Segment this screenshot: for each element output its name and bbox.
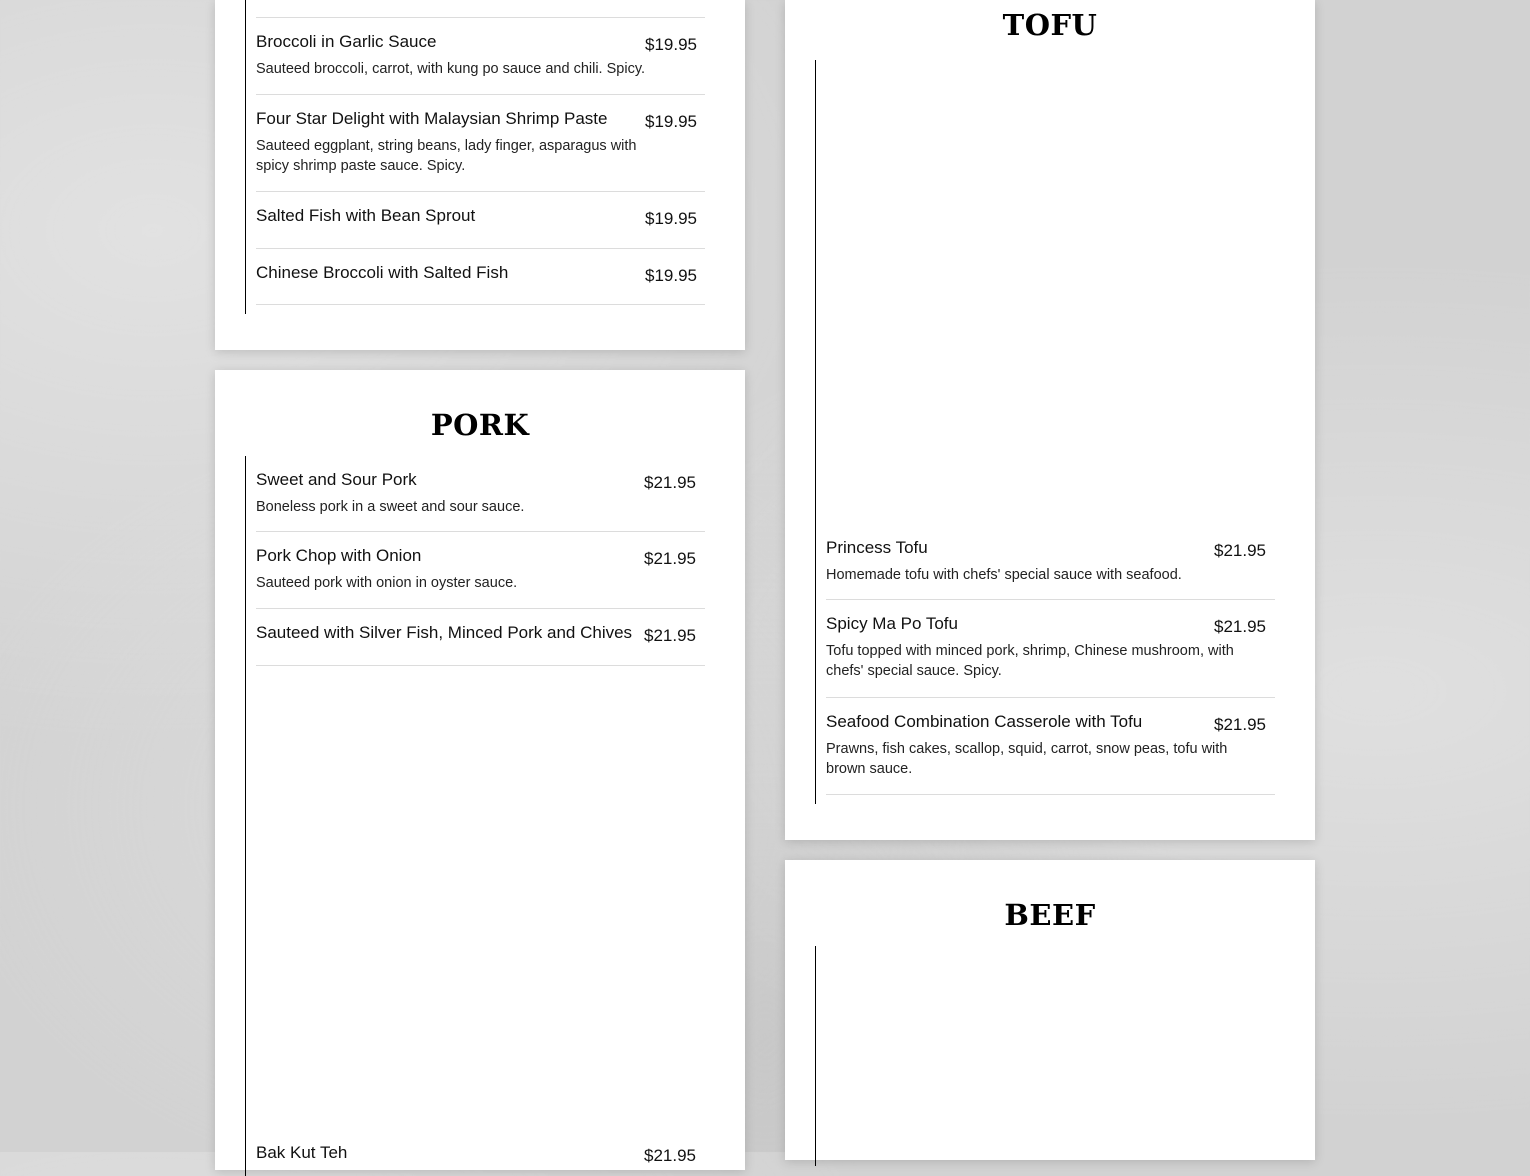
item-divider	[256, 531, 705, 532]
item-name: Broccoli in Garlic Sauce	[256, 32, 437, 51]
item-price: $19.95	[645, 266, 697, 285]
item-name: Spicy Ma Po Tofu	[826, 614, 958, 633]
item-description: Sauteed pork with onion in oyster sauce.	[256, 575, 518, 591]
item-description: Sauteed broccoli, carrot, with kung po sauce and chili. Spicy.	[256, 61, 646, 77]
section-rule	[815, 946, 816, 1166]
pork-card	[215, 370, 745, 1170]
item-price: $21.95	[1214, 715, 1266, 734]
item-divider	[256, 17, 705, 18]
tofu-card	[785, 0, 1315, 840]
item-name: Chinese Broccoli with Salted Fish	[256, 263, 509, 282]
item-description: Prawns, fish cakes, scallop, squid, carrot, snow peas, tofu with brown sauce.	[826, 741, 1228, 777]
section-title: TOFU	[1002, 8, 1098, 42]
item-divider	[826, 599, 1275, 600]
item-divider	[256, 94, 705, 95]
item-name: Sweet and Sour Pork	[256, 470, 417, 489]
item-name: Seafood Combination Casserole with Tofu	[826, 712, 1143, 731]
item-divider	[256, 608, 705, 609]
beef-card	[785, 860, 1315, 1160]
item-description: Tofu topped with minced pork, shrimp, Chinese mushroom, with chefs' special sauce. Spicy.	[826, 643, 1234, 679]
section-rule	[815, 60, 816, 804]
item-price: $21.95	[644, 626, 696, 645]
item-description: Homemade tofu with chefs' special sauce with seafood.	[826, 567, 1182, 583]
item-price: $21.95	[644, 1146, 696, 1165]
item-divider	[256, 665, 705, 666]
section-title: BEEF	[1004, 898, 1096, 932]
item-divider	[256, 304, 705, 305]
section-rule	[245, 0, 246, 314]
item-price: $19.95	[645, 112, 697, 131]
item-name: Sauteed with Silver Fish, Minced Pork and Chives	[256, 623, 633, 642]
item-description: Sauteed eggplant, string beans, lady finger, asparagus with spicy shrimp paste sauce. Spicy.	[256, 138, 637, 174]
item-divider	[256, 191, 705, 192]
item-name: Pork Chop with Onion	[256, 546, 422, 565]
item-price: $19.95	[645, 209, 697, 228]
item-divider	[256, 248, 705, 249]
item-price: $19.95	[645, 35, 697, 54]
item-name: Princess Tofu	[826, 538, 928, 557]
vegetables-card	[215, 0, 745, 350]
item-name: Salted Fish with Bean Sprout	[256, 206, 476, 225]
item-price: $21.95	[644, 549, 696, 568]
item-description: Boneless pork in a sweet and sour sauce.	[256, 499, 525, 515]
item-price: $21.95	[644, 473, 696, 492]
item-price: $21.95	[1214, 617, 1266, 636]
item-divider	[826, 794, 1275, 795]
item-name: Bak Kut Teh	[256, 1143, 348, 1162]
item-divider	[826, 697, 1275, 698]
item-price: $21.95	[1214, 541, 1266, 560]
section-rule	[245, 456, 246, 1176]
item-name: Four Star Delight with Malaysian Shrimp Paste	[256, 109, 608, 128]
section-title: PORK	[430, 408, 530, 442]
